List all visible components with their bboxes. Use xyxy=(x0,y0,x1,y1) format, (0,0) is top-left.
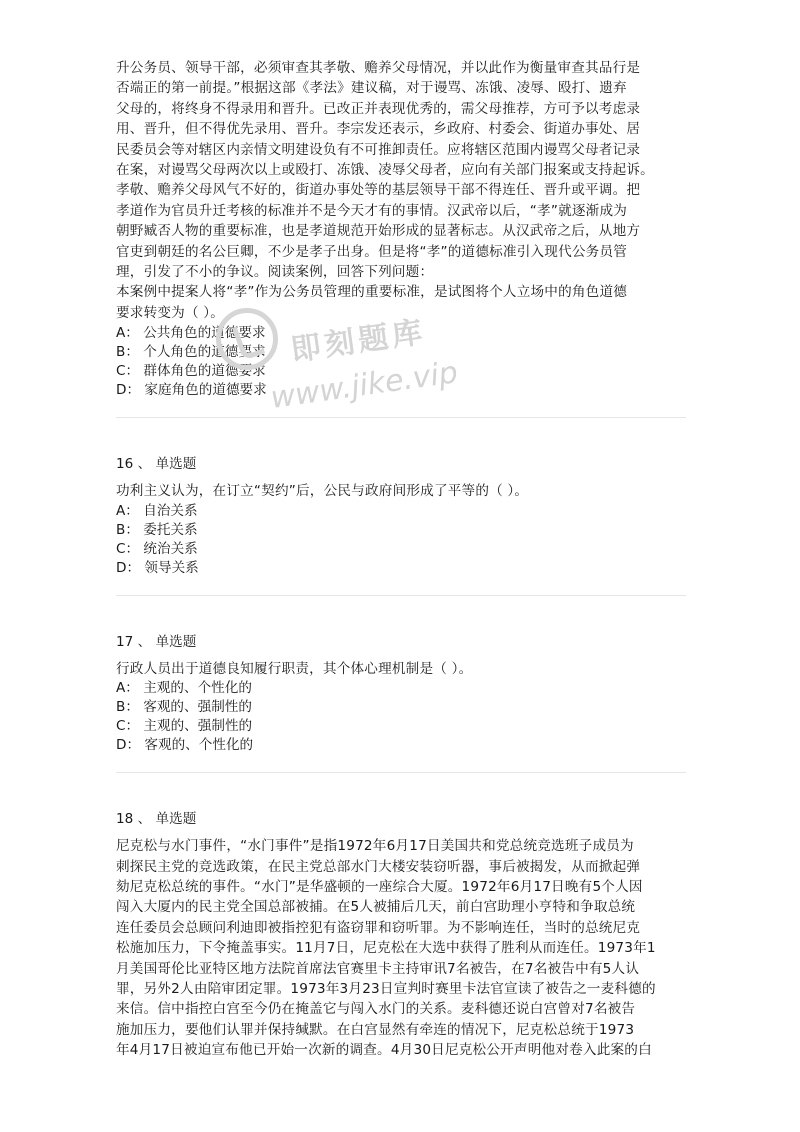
stem-line: 闯入大厦内的民主党全国总部被捕。在5人被捕后几天，前白宫助理小亨特和争取总统 xyxy=(116,899,636,916)
question-stem: 功利主义认为，在订立“契约”后，公民与政府间形成了平等的（ ）。 xyxy=(116,483,529,500)
section-divider xyxy=(116,417,686,418)
question-stem xyxy=(116,836,686,1060)
option-a[interactable]: A： 自治关系 xyxy=(116,502,198,519)
option-d[interactable]: D： 客观的、个性化的 xyxy=(116,737,254,754)
passage-line: 民委员会等对辖区内亲情文明建设负有不可推卸责任。应将辖区范围内谩骂父母者记录 xyxy=(116,141,641,158)
watermark-en: www.jike.vip xyxy=(268,355,460,416)
option-d[interactable]: D： 领导关系 xyxy=(116,559,199,576)
question-header: 17 、 单选题 xyxy=(116,633,197,650)
passage-line: 朝野臧否人物的重要标准，也是孝道规范开始形成的显著标志。从汉武帝之后，从地方 xyxy=(116,223,641,240)
stem-line: 施加压力，要他们认罪并保持缄默。在白宫显然有牵连的情况下，尼克松总统于1973 xyxy=(116,1021,635,1038)
stem-line: 罪，另外2人由陪审团定罪。1973年3月23日宣判时赛里卡法官宣读了被告之一麦科德的 xyxy=(116,980,656,997)
passage-line: 官吏到朝廷的名公巨卿，不少是孝子出身。但是将“孝”的道德标准引入现代公务员管 xyxy=(116,243,628,260)
question-header: 18 、 单选题 xyxy=(116,811,197,828)
stem-line: 刺探民主党的竞选政策，在民主党总部水门大楼安装窃听器，事后被揭发，从而掀起弹 xyxy=(116,858,641,875)
option-b[interactable]: B： 委托关系 xyxy=(116,521,198,538)
option-d[interactable]: D： 家庭角色的道德要求 xyxy=(116,382,267,399)
passage-line: 孝敬、赡养父母风气不好的，街道办事处等的基层领导干部不得连任、晋升或平调。把 xyxy=(116,182,641,199)
stem-line: 连任委员会总顾问利迪即被指控犯有盗窃罪和窃听罪。为不影响连任，当时的总统尼克 xyxy=(116,919,641,936)
stem-line: 月美国哥伦比亚特区地方法院首席法官赛里卡主持审讯7名被告，在7名被告中有5人认 xyxy=(116,960,640,977)
question-stem-line: 本案例中提案人将“孝”作为公务员管理的重要标准，是试图将个人立场中的角色道德 xyxy=(116,284,628,301)
question-18 xyxy=(116,809,686,1060)
question-header: 16 、 单选题 xyxy=(116,456,197,473)
passage-line: 在案，对谩骂父母两次以上或殴打、冻饿、凌辱父母者，应向有关部门报案或支持起诉。 xyxy=(116,162,654,179)
option-c[interactable]: C： 主观的、强制性的 xyxy=(116,718,253,735)
passage-line: 用、晋升，但不得优先录用、晋升。李宗发还表示，乡政府、村委会、街道办事处、居 xyxy=(116,121,641,138)
watermark-cn: 即刻题库 xyxy=(288,314,429,369)
stem-line: 松施加压力，下令掩盖事实。11月7日，尼克松在大选中获得了胜利从而连任。1973年1 xyxy=(116,940,656,957)
option-c[interactable]: C： 统治关系 xyxy=(116,540,198,557)
option-a[interactable]: A： 公共角色的道德要求 xyxy=(116,325,266,342)
document-page xyxy=(116,58,686,1061)
option-c[interactable]: C： 群体角色的道德要求 xyxy=(116,363,266,380)
option-b[interactable]: B： 个人角色的道德要求 xyxy=(116,344,266,361)
stem-line: 劾尼克松总统的事件。“水门”是华盛顿的一座综合大厦。1972年6月17日晚有5个人因 xyxy=(116,878,643,895)
option-list xyxy=(116,502,686,578)
stem-line: 尼克松与水门事件，“水门事件”是指1972年6月17日美国共和党总统竞选班子成员为 xyxy=(116,838,634,855)
stem-line: 年4月17日被迫宣布他已开始一次新的调查。4月30日尼克松公开声明他对卷入此案的白 xyxy=(116,1042,652,1059)
passage-line: 升公务员、领导干部，必须审查其孝敬、赡养父母情况，并以此作为衡量审查其品行是 xyxy=(116,60,641,76)
section-divider xyxy=(116,772,686,773)
question-stem-line: 要求转变为（ ）。 xyxy=(116,304,225,321)
passage-line: 孝道作为官员升迁考核的标准并不是今天才有的事情。汉武帝以后，“孝”就逐渐成为 xyxy=(116,202,628,219)
option-list xyxy=(116,679,686,755)
option-list xyxy=(116,324,686,400)
question-17 xyxy=(116,632,686,755)
passage-line: 否端正的第一前提。”根据这部《孝法》建议稿，对于谩骂、冻饿、凌辱、殴打、遗弃 xyxy=(116,80,627,97)
section-divider xyxy=(116,595,686,596)
question-16 xyxy=(116,454,686,577)
passage-line: 理，引发了不小的争议。阅读案例，回答下列问题： xyxy=(116,264,434,281)
case-passage xyxy=(116,58,686,323)
option-b[interactable]: B： 客观的、强制性的 xyxy=(116,699,252,716)
passage-line: 父母的，将终身不得录用和晋升。已改正并表现优秀的，需父母推荐，方可予以考虑录 xyxy=(116,100,641,117)
stem-line: 来信。信中指控白宫至今仍在掩盖它与闯入水门的关系。麦科德还说白宫曾对7名被告 xyxy=(116,1001,636,1018)
option-a[interactable]: A： 主观的、个性化的 xyxy=(116,680,252,697)
question-stem: 行政人员出于道德良知履行职责，其个体心理机制是（ ）。 xyxy=(116,660,473,677)
